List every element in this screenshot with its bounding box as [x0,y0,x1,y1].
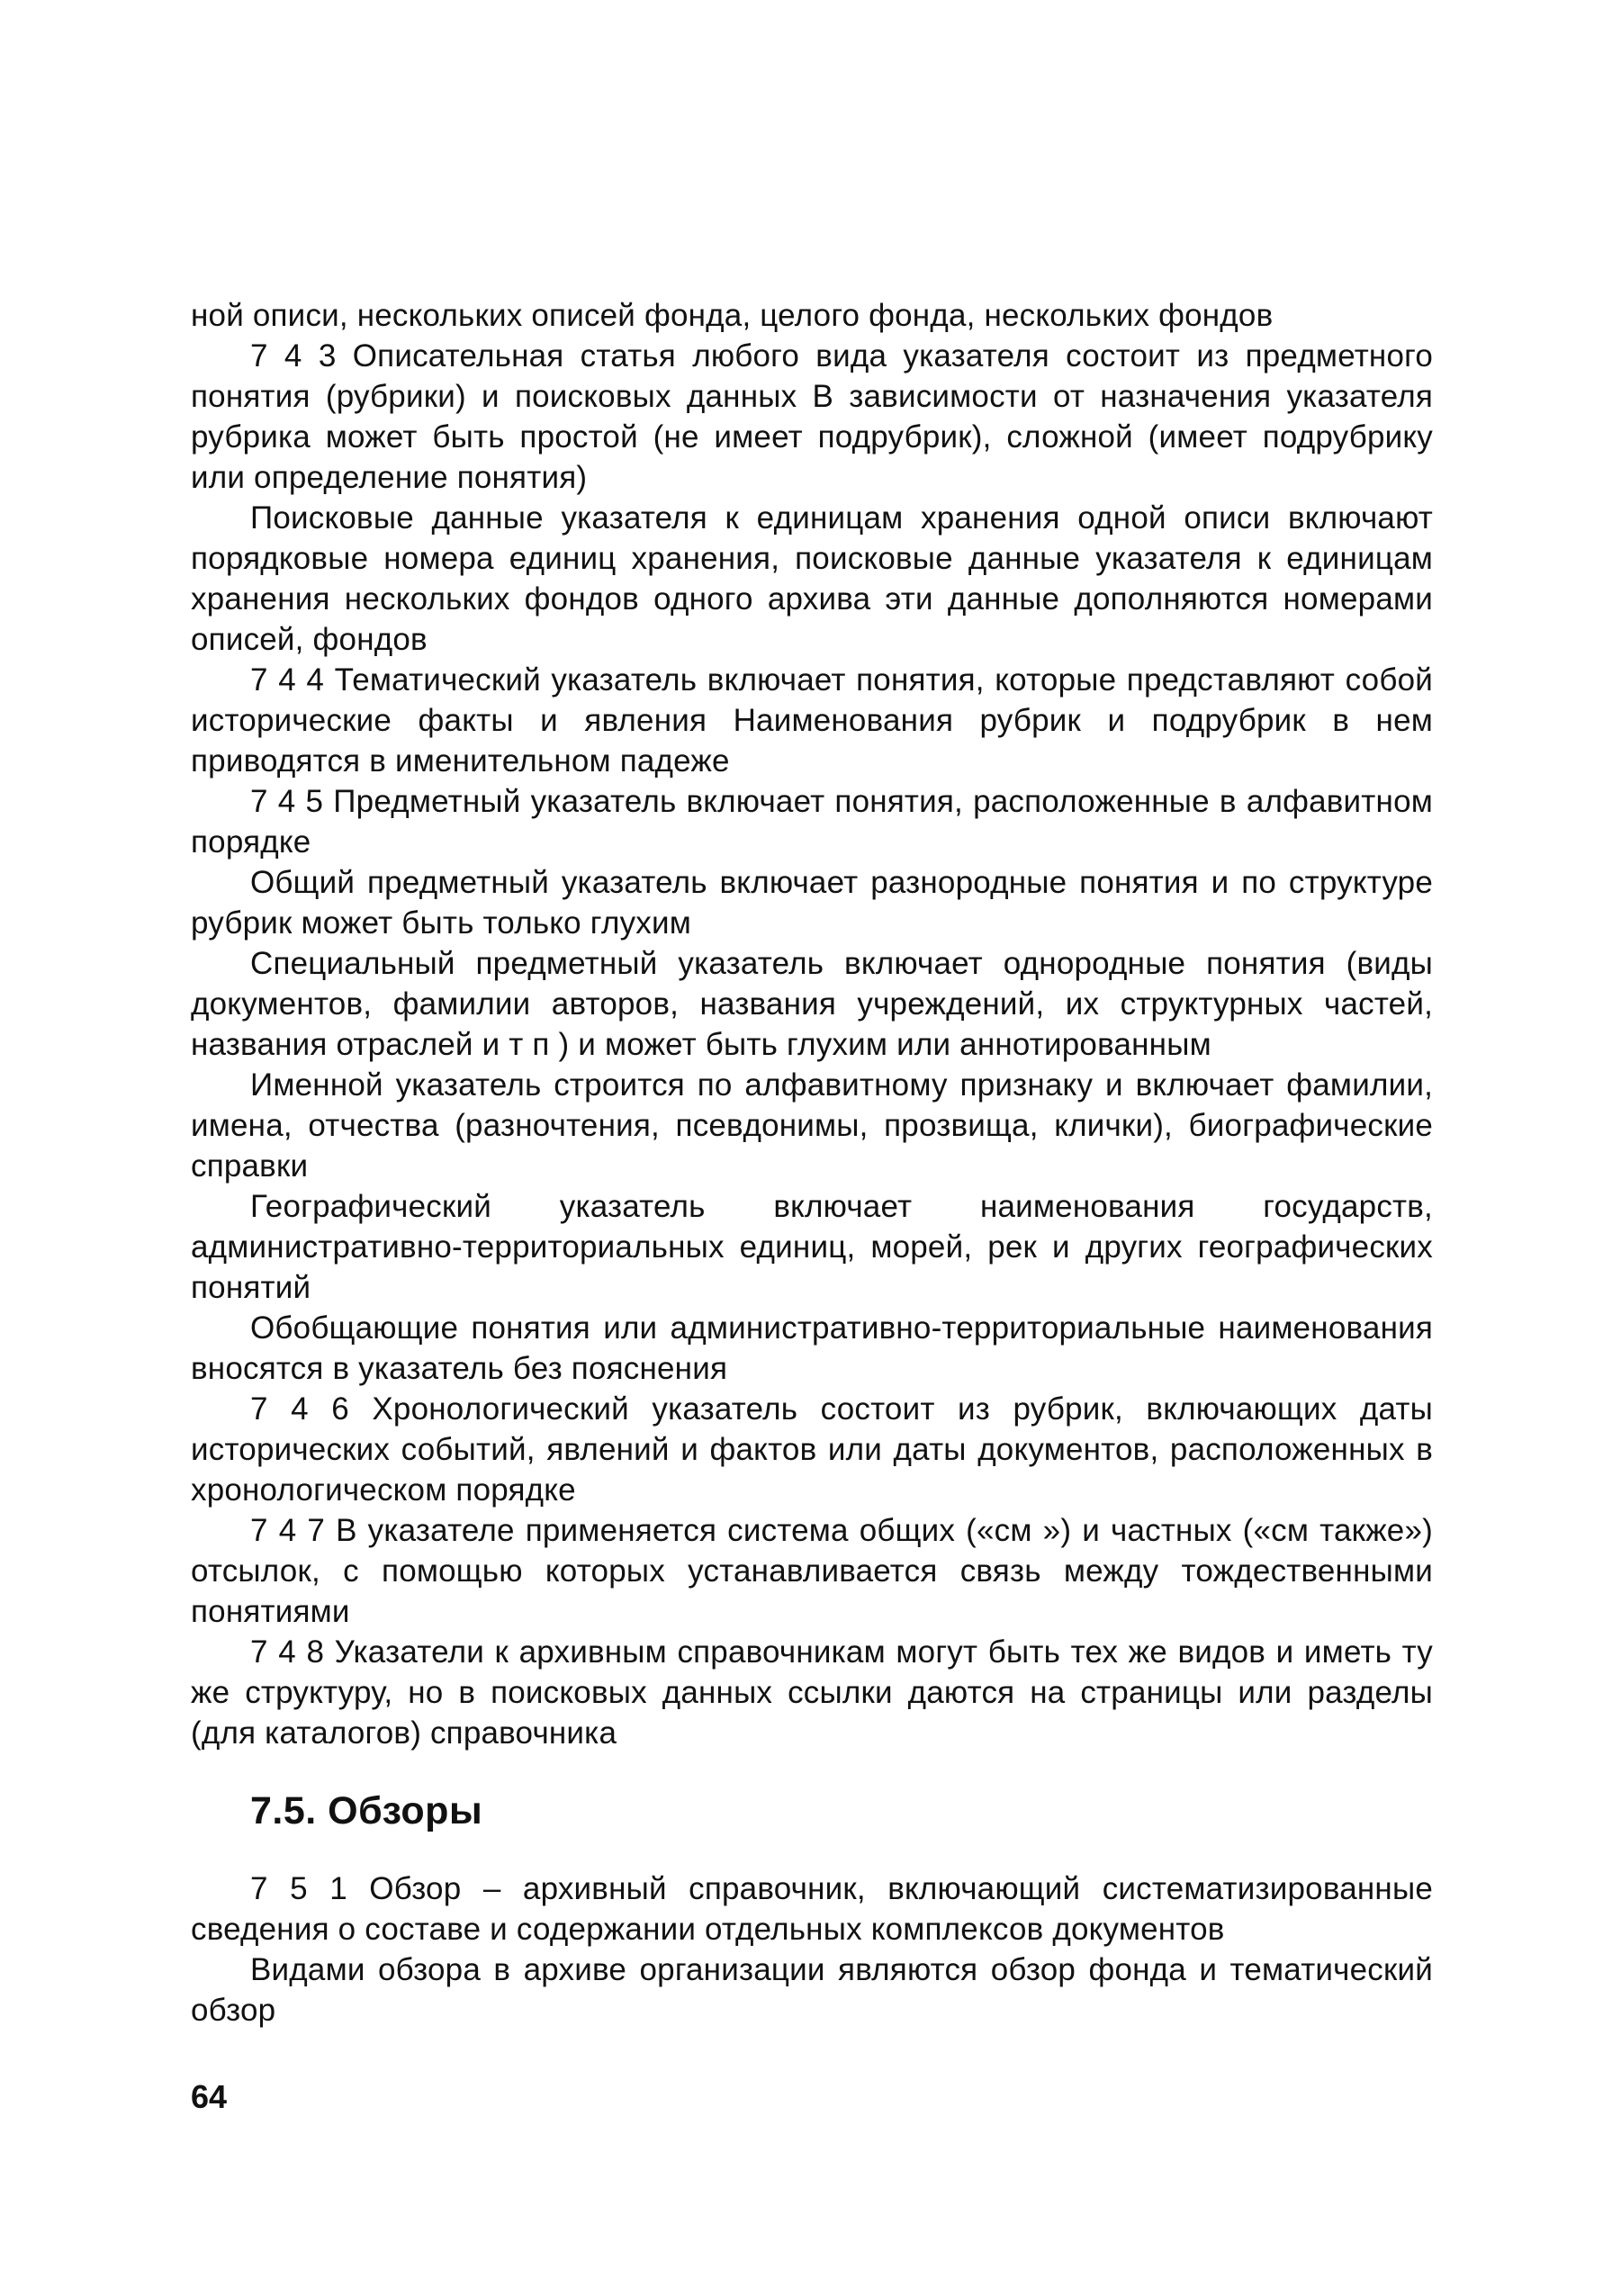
paragraph-7-5-1: 7 5 1 Обзор – архивный справочник, включающий систематизированные сведения о составе и содержании отдельных комплексов документов [191,1871,1433,1947]
paragraph-generalizing-concepts: Обобщающие понятия или административно-территориальные наименования вносятся в указатель без пояснения [191,1310,1433,1386]
paragraph-7-4-6: 7 4 6 Хронологический указатель состоит из рубрик, включающих даты исторических событий, явлений и фактов или даты документов, расположенных в хронологическом порядке [191,1391,1433,1508]
paragraph-continuation: ной описи, нескольких описей фонда, целого фонда, нескольких фондов [191,298,1274,333]
paragraph-review-types: Видами обзора в архиве организации являются обзор фонда и тематический обзор [191,1952,1433,2028]
paragraph-name-index: Именной указатель строится по алфавитному признаку и включает фамилии, имена, отчества (разночтения, псевдонимы, прозвища, клички), биографические справки [191,1067,1433,1184]
paragraph-geographic-index: Географический указатель включает наименования государств, административно-территориальных единиц, морей, рек и других географических понятий [191,1189,1433,1305]
paragraph-7-4-3: 7 4 3 Описательная статья любого вида указателя состоит из предметного понятия (рубрики) и поисковых данных В зависимости от назначения указателя рубрика может быть простой (не имеет подрубрик), сложной (имеет подрубрику или определение понятия) [191,338,1433,495]
page-number: 64 [191,2078,228,2115]
paragraph-7-4-8: 7 4 8 Указатели к архивным справочникам могут быть тех же видов и иметь ту же структуру, но в поисковых данных ссылки даются на страницы или разделы (для каталогов) справочника [191,1634,1433,1751]
paragraph-7-4-7: 7 4 7 В указателе применяется система общих («см ») и частных («см также») отсылок, с помощью которых устанавливается связь между тождественными понятиями [191,1513,1433,1629]
paragraph-search-data: Поисковые данные указателя к единицам хранения одной описи включают порядковые номера единиц хранения, поисковые данные указателя к единицам хранения нескольких фондов одного архива эти данные дополняются номерами описей, фондов [191,500,1433,657]
page-body [191,295,1433,2030]
paragraph-7-4-4: 7 4 4 Тематический указатель включает понятия, которые представляют собой исторические факты и явления Наименования рубрик и подрубрик в нем приводятся в именительном падеже [191,662,1433,779]
paragraph-general-subject-index: Общий предметный указатель включает разнородные понятия и по структуре рубрик может быть только глухим [191,865,1433,941]
paragraph-7-4-5: 7 4 5 Предметный указатель включает понятия, расположенные в алфавитном порядке [191,784,1433,860]
section-heading: 7.5. Обзоры [250,1789,483,1832]
paragraph-special-subject-index: Специальный предметный указатель включает однородные понятия (виды документов, фамилии авторов, названия учреждений, их структурных частей, названия отраслей и т п ) и может быть глухим или аннотированным [191,946,1433,1062]
